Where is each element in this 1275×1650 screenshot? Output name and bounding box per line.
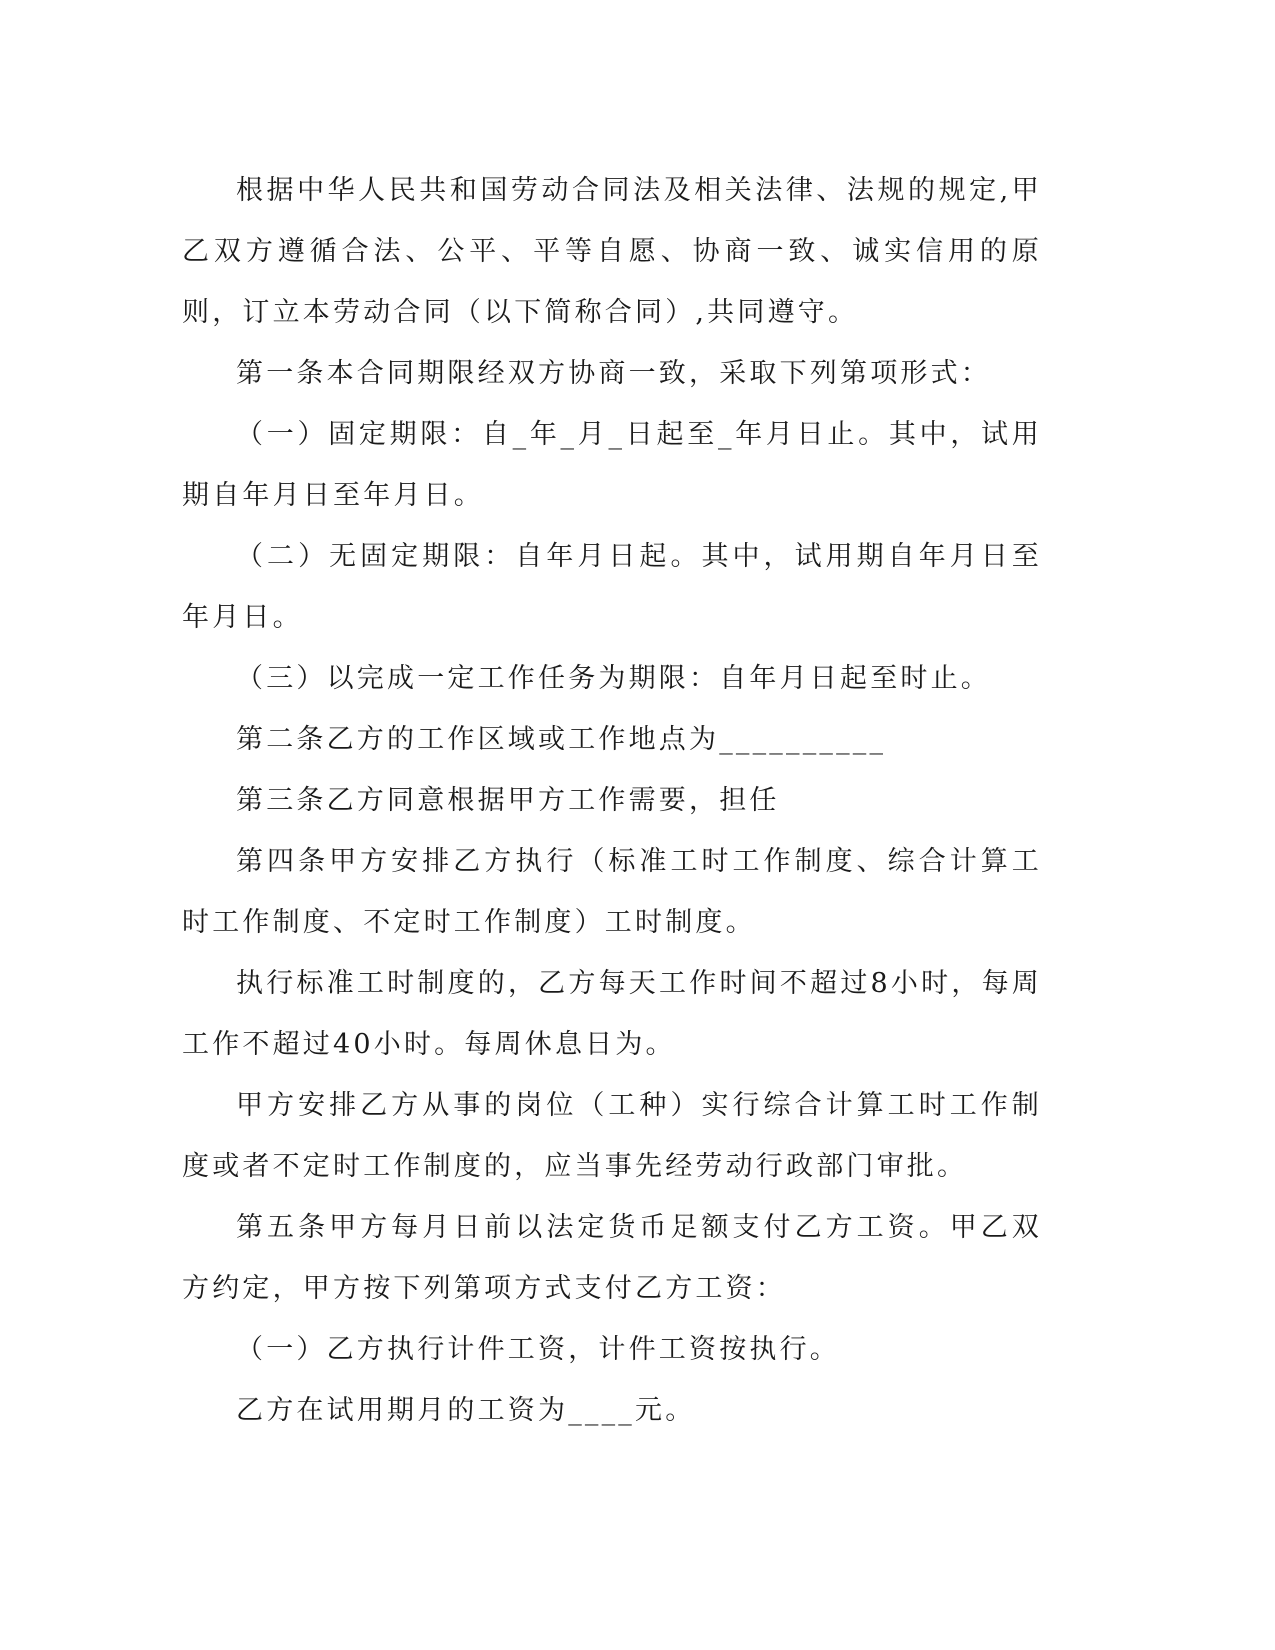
paragraph-probation-wage: 乙方在试用期月的工资为____元。 [236,1395,696,1426]
paragraph-preamble: 根据中华人民共和国劳动合同法及相关法律、法规的规定,甲乙双方遵循合法、公平、平等自愿、协商一致、诚实信用的原则，订立本劳动合同（以下简称合同）,共同遵守。 [182,175,1042,328]
paragraph-article-5: 第五条甲方每月日前以法定货币足额支付乙方工资。甲乙双方约定，甲方按下列第项方式支付乙方工资： [182,1212,1042,1304]
paragraph-standard-hours: 执行标准工时制度的，乙方每天工作时间不超过8小时，每周工作不超过40小时。每周休息日为。 [182,968,1042,1060]
paragraph-approval: 甲方安排乙方从事的岗位（工种）实行综合计算工时工作制度或者不定时工作制度的，应当事先经劳动行政部门审批。 [182,1090,1042,1182]
paragraph-fixed-term: （一）固定期限：自_年_月_日起至_年月日止。其中，试用期自年月日至年月日。 [182,419,1042,511]
paragraph-article-3: 第三条乙方同意根据甲方工作需要，担任 [236,785,780,816]
contract-body [182,160,1042,1441]
paragraph-article-4: 第四条甲方安排乙方执行（标准工时工作制度、综合计算工时工作制度、不定时工作制度）工时制度。 [182,846,1042,938]
paragraph-article-2: 第二条乙方的工作区域或工作地点为__________ [236,724,887,755]
paragraph-article-1: 第一条本合同期限经双方协商一致，采取下列第项形式： [236,358,991,389]
paragraph-open-term: （二）无固定期限：自年月日起。其中，试用期自年月日至年月日。 [182,541,1042,633]
paragraph-task-term: （三）以完成一定工作任务为期限：自年月日起至时止。 [236,663,991,694]
paragraph-piece-wage: （一）乙方执行计件工资，计件工资按执行。 [236,1334,840,1365]
